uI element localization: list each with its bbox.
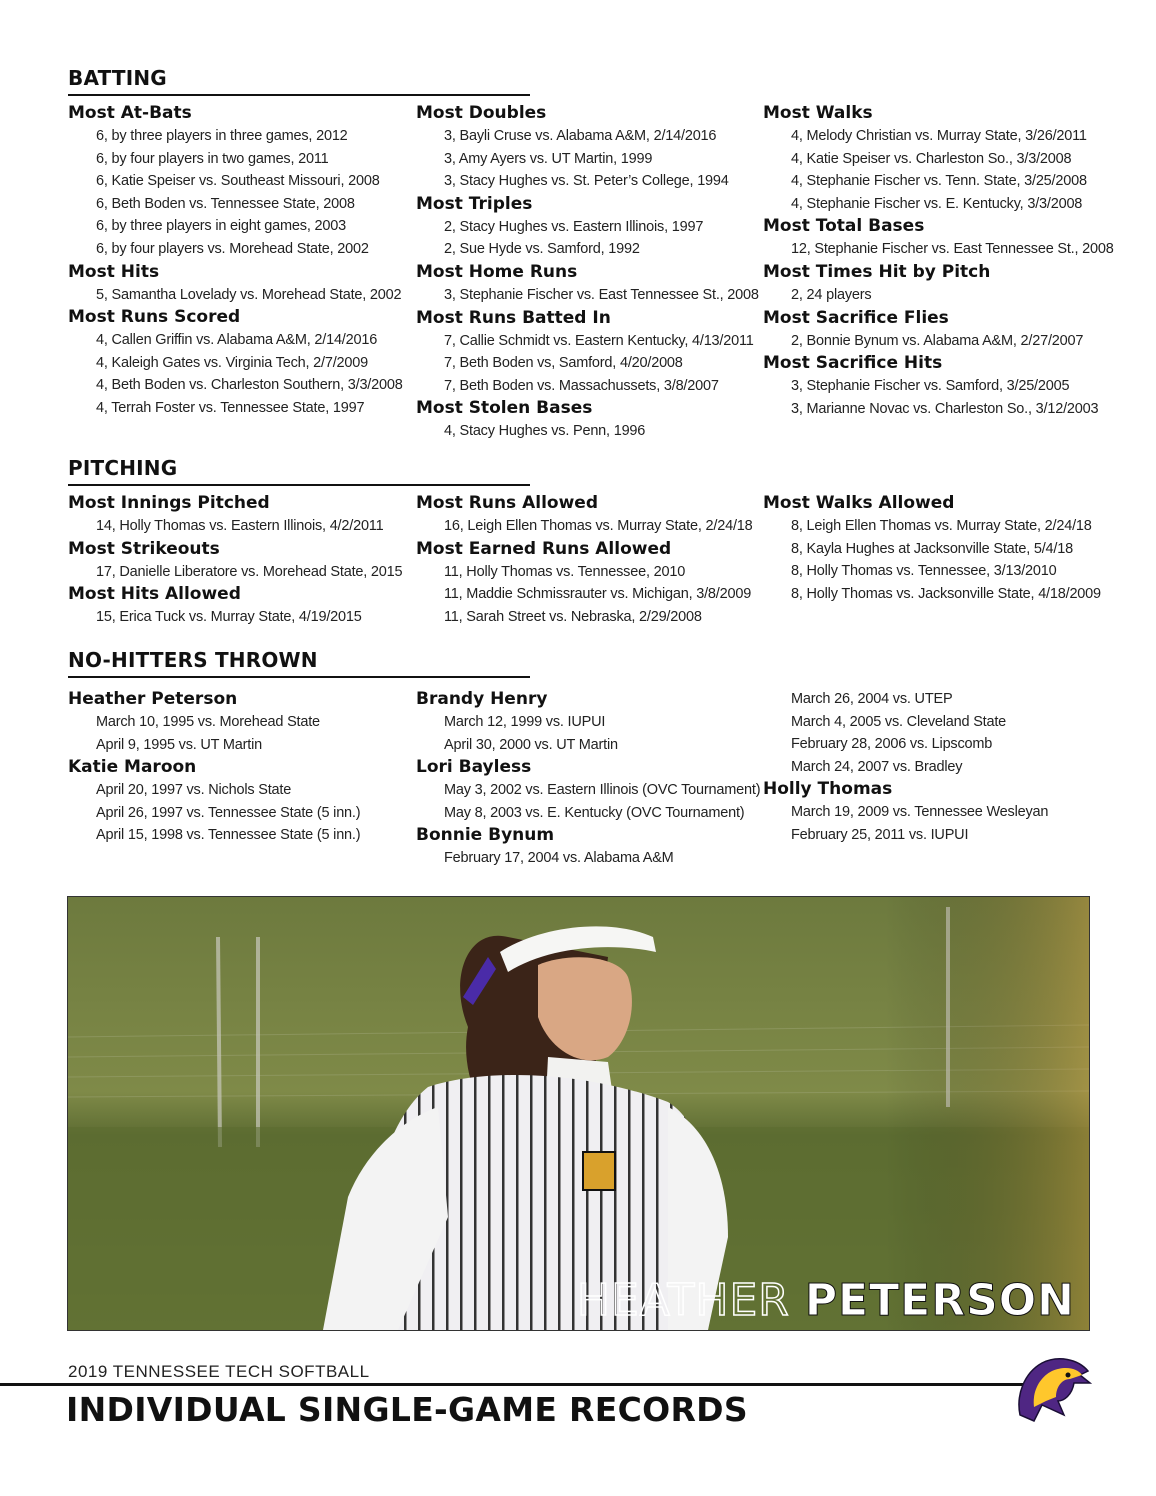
record-entry: 2, Sue Hyde vs. Samford, 1992: [444, 241, 640, 258]
record-entry: 6, Beth Boden vs. Tennessee State, 2008: [96, 195, 355, 212]
record-category-title: Most Hits Allowed: [68, 584, 241, 605]
record-entry: 4, Callen Griffin vs. Alabama A&M, 2/14/2016: [96, 332, 378, 349]
record-category-title: Most Triples: [416, 193, 533, 214]
pitching-column-3: [763, 492, 1108, 605]
record-entry: 12, Stephanie Fischer vs. East Tennessee St., 2008: [791, 241, 1114, 258]
record-entry: 4, Beth Boden vs. Charleston Southern, 3/3/2008: [96, 377, 403, 394]
record-entry: March 10, 1995 vs. Morehead State: [96, 714, 320, 730]
caption-first-name: HEATHER: [576, 1275, 790, 1326]
pitching-column-1: [68, 492, 413, 629]
golden-eagle-logo-icon: [1012, 1355, 1092, 1430]
record-category-title: Most Doubles: [416, 103, 547, 123]
record-entry: May 3, 2002 vs. Eastern Illinois (OVC Tournament): [444, 782, 761, 799]
record-category-title: Most Walks: [763, 103, 873, 123]
record-entry: 14, Holly Thomas vs. Eastern Illinois, 4/2/2011: [96, 518, 384, 534]
record-category-title: Most Runs Allowed: [416, 493, 598, 513]
record-category-title: Most Strikeouts: [68, 538, 220, 559]
player-photo-illustration: [68, 897, 1089, 1330]
record-entry: 3, Marianne Novac vs. Charleston So., 3/12/2003: [791, 400, 1099, 417]
record-category-title: Most Sacrifice Flies: [763, 307, 949, 328]
record-entry: March 12, 1999 vs. IUPUI: [444, 714, 606, 730]
footer-rule: [0, 1383, 1028, 1386]
record-entry: 3, Stephanie Fischer vs. Samford, 3/25/2005: [791, 378, 1070, 395]
record-entry: 4, Katie Speiser vs. Charleston So., 3/3/2008: [791, 150, 1072, 167]
no-hitters-column-1: [68, 688, 413, 847]
batting-column-3: [763, 102, 1114, 420]
record-category-title: Bonnie Bynum: [416, 825, 555, 846]
record-category-title: Katie Maroon: [68, 757, 197, 778]
record-entry: April 15, 1998 vs. Tennessee State (5 inn.): [96, 827, 361, 844]
record-entry: 4, Kaleigh Gates vs. Virginia Tech, 2/7/2009: [96, 354, 368, 371]
record-entry: 2, 24 players: [791, 286, 872, 303]
record-entry: 11, Sarah Street vs. Nebraska, 2/29/2008: [444, 608, 702, 625]
section-rule: [68, 676, 530, 678]
record-entry: 4, Terrah Foster vs. Tennessee State, 1997: [96, 399, 365, 416]
record-entry: 8, Holly Thomas vs. Jacksonville State, 4/18/2009: [791, 585, 1101, 602]
record-entry: April 26, 1997 vs. Tennessee State (5 inn.): [96, 804, 361, 821]
record-category-title: Holly Thomas: [763, 779, 893, 800]
no-hitters-column-3: [763, 688, 1108, 847]
record-entry: 4, Stephanie Fischer vs. Tenn. State, 3/25/2008: [791, 173, 1087, 190]
record-entry: 3, Stacy Hughes vs. St. Peter’s College, 1994: [444, 173, 729, 190]
record-entry: 7, Beth Boden vs. Massachussets, 3/8/2007: [444, 377, 719, 394]
record-entry: February 25, 2011 vs. IUPUI: [791, 826, 969, 843]
record-category-title: Heather Peterson: [68, 689, 238, 709]
record-entry: 3, Bayli Cruse vs. Alabama A&M, 2/14/2016: [444, 128, 717, 144]
section-rule: [68, 484, 530, 486]
record-category-title: Most At-Bats: [68, 103, 192, 123]
record-entry: 11, Holly Thomas vs. Tennessee, 2010: [444, 563, 686, 580]
record-entry: 8, Holly Thomas vs. Tennessee, 3/13/2010: [791, 563, 1057, 580]
record-entry: 2, Bonnie Bynum vs. Alabama A&M, 2/27/2007: [791, 332, 1084, 349]
record-category-title: Most Earned Runs Allowed: [416, 538, 672, 559]
section-title-pitching: PITCHING: [68, 456, 178, 480]
record-entry: March 26, 2004 vs. UTEP: [791, 691, 953, 707]
record-entry: 8, Leigh Ellen Thomas vs. Murray State, 2/24/18: [791, 518, 1092, 534]
record-entry: 8, Kayla Hughes at Jacksonville State, 5/4/18: [791, 540, 1073, 557]
section-title-no-hitters: NO-HITTERS THROWN: [68, 648, 318, 672]
photo-caption: [577, 1275, 1075, 1326]
record-entry: February 17, 2004 vs. Alabama A&M: [444, 850, 674, 867]
record-entry: 6, by four players in two games, 2011: [96, 150, 329, 167]
no-hitters-column-2: [416, 688, 761, 870]
record-entry: 11, Maddie Schmissrauter vs. Michigan, 3/8/2009: [444, 586, 752, 603]
footer-subtitle: 2019 TENNESSEE TECH SOFTBALL: [68, 1362, 370, 1381]
record-entry: 15, Erica Tuck vs. Murray State, 4/19/2015: [96, 609, 362, 626]
record-category-title: Most Walks Allowed: [763, 493, 955, 513]
batting-column-1: [68, 102, 413, 420]
record-entry: April 20, 1997 vs. Nichols State: [96, 782, 292, 799]
record-entry: 4, Melody Christian vs. Murray State, 3/26/2011: [791, 128, 1087, 144]
record-category-title: Most Hits: [68, 261, 160, 282]
player-photo: [67, 896, 1090, 1331]
record-category-title: Most Stolen Bases: [416, 398, 593, 419]
record-category-title: Brandy Henry: [416, 689, 548, 709]
record-entry: 6, Katie Speiser vs. Southeast Missouri, 2008: [96, 173, 380, 190]
record-entry: 5, Samantha Lovelady vs. Morehead State, 2002: [96, 286, 402, 303]
record-entry: 6, by four players vs. Morehead State, 2002: [96, 240, 369, 257]
record-entry: 6, by three players in three games, 2012: [96, 128, 348, 144]
record-category-title: Most Runs Scored: [68, 307, 241, 328]
record-category-title: Most Innings Pitched: [68, 493, 270, 513]
record-category-title: Most Home Runs: [416, 261, 578, 282]
record-entry: March 24, 2007 vs. Bradley: [791, 758, 963, 775]
record-entry: April 30, 2000 vs. UT Martin: [444, 736, 618, 753]
record-entry: 17, Danielle Liberatore vs. Morehead State, 2015: [96, 563, 403, 580]
record-entry: 6, by three players in eight games, 2003: [96, 218, 346, 235]
record-entry: 16, Leigh Ellen Thomas vs. Murray State, 2/24/18: [444, 518, 753, 534]
section-rule: [68, 94, 530, 96]
record-entry: 7, Beth Boden vs, Samford, 4/20/2008: [444, 355, 683, 372]
record-entry: 2, Stacy Hughes vs. Eastern Illinois, 1997: [444, 218, 704, 235]
pitching-column-2: [416, 492, 761, 628]
record-entry: 7, Callie Schmidt vs. Eastern Kentucky, 4/13/2011: [444, 332, 754, 349]
section-title-batting: BATTING: [68, 66, 167, 90]
record-category-title: Most Runs Batted In: [416, 307, 611, 328]
record-entry: March 4, 2005 vs. Cleveland State: [791, 713, 1007, 730]
page-title: INDIVIDUAL SINGLE-GAME RECORDS: [66, 1390, 748, 1429]
record-category-title: Most Sacrifice Hits: [763, 353, 943, 374]
record-entry: March 19, 2009 vs. Tennessee Wesleyan: [791, 804, 1049, 821]
record-entry: 4, Stephanie Fischer vs. E. Kentucky, 3/3/2008: [791, 195, 1083, 212]
record-category-title: Most Total Bases: [763, 216, 925, 237]
record-category-title: Most Times Hit by Pitch: [763, 261, 991, 282]
record-entry: 3, Stephanie Fischer vs. East Tennessee St., 2008: [444, 286, 759, 303]
record-category-title: Lori Bayless: [416, 757, 532, 778]
record-entry: 4, Stacy Hughes vs. Penn, 1996: [444, 423, 646, 440]
record-entry: April 9, 1995 vs. UT Martin: [96, 736, 262, 753]
batting-column-2: [416, 102, 761, 443]
record-entry: May 8, 2003 vs. E. Kentucky (OVC Tournament): [444, 804, 745, 821]
record-entry: 3, Amy Ayers vs. UT Martin, 1999: [444, 150, 653, 167]
caption-last-name: PETERSON: [804, 1275, 1075, 1326]
record-entry: February 28, 2006 vs. Lipscomb: [791, 736, 993, 753]
